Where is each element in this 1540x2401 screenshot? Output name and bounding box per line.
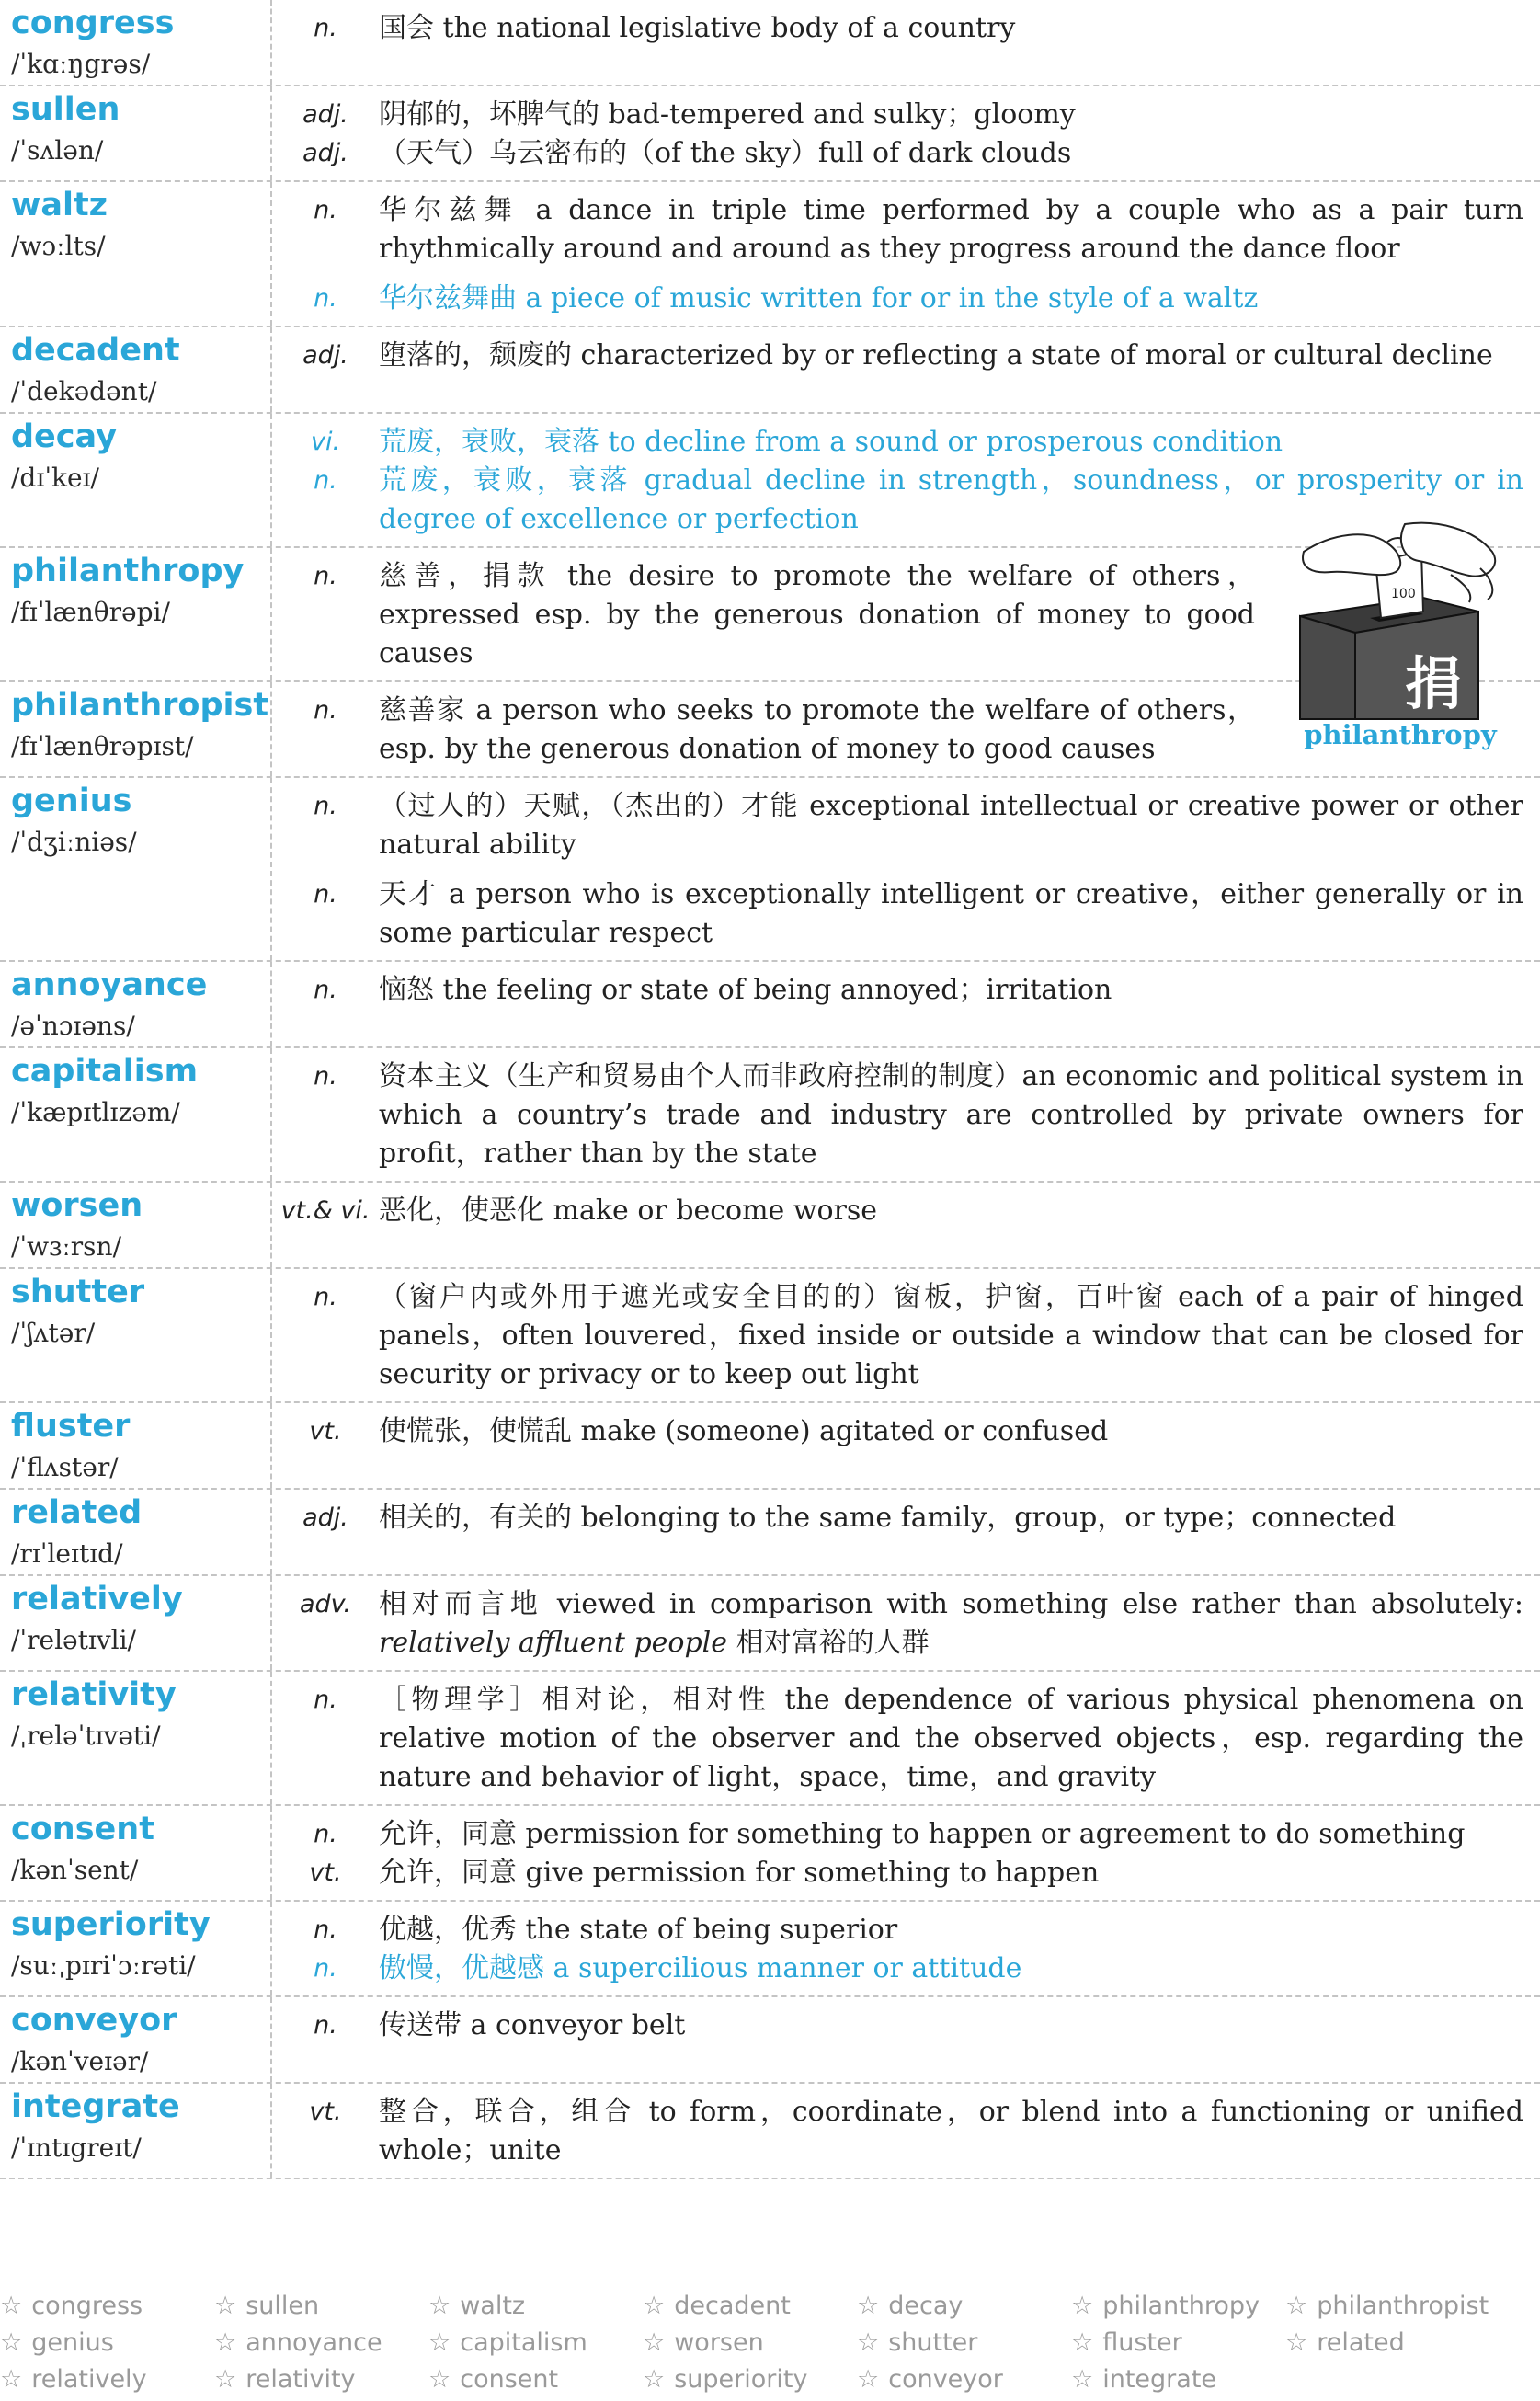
index-word: decadent <box>674 2292 791 2320</box>
index-row <box>0 2361 1540 2398</box>
headword: decadent <box>11 332 180 369</box>
definition <box>379 1681 1523 1797</box>
index-item <box>643 2361 857 2398</box>
sense <box>272 1815 1523 1854</box>
pronunciation: /ˈɪntɪgreɪt/ <box>11 2132 142 2163</box>
definition <box>379 191 1523 269</box>
index-item <box>214 2361 428 2398</box>
definitions-column <box>272 0 1540 85</box>
headword: worsen <box>11 1187 143 1224</box>
index-word: decay <box>888 2292 964 2320</box>
definition <box>379 2093 1523 2170</box>
definition <box>379 1412 1523 1451</box>
headword: philanthropy <box>11 553 245 589</box>
sense <box>272 1854 1523 1892</box>
index-item <box>0 2361 214 2398</box>
sense <box>272 1058 1523 1173</box>
star-icon: ☆ <box>0 2292 23 2320</box>
star-icon: ☆ <box>643 2328 666 2357</box>
definitions-column <box>272 1403 1540 1488</box>
star-icon: ☆ <box>0 2328 23 2357</box>
part-of-speech: n. <box>314 2011 337 2040</box>
index-item <box>428 2288 643 2325</box>
definition-text: 荒废，衰败，衰落 gradual decline in strength，soundness，or prosperity or in degree of excellence or perfection <box>379 464 1523 535</box>
index-word: consent <box>460 2365 559 2394</box>
pronunciation: /ˈwɜːrsn/ <box>11 1231 121 1262</box>
sense <box>272 337 1523 375</box>
definition <box>379 96 1523 134</box>
definition <box>379 875 1523 953</box>
part-of-speech: adj. <box>302 1503 348 1532</box>
index-word: integrate <box>1102 2365 1217 2394</box>
index-item <box>214 2325 428 2361</box>
index-word: sullen <box>245 2292 320 2320</box>
definition <box>379 1585 1523 1663</box>
index-item <box>643 2325 857 2361</box>
headword-column <box>0 1183 272 1267</box>
headword: fluster <box>11 1408 131 1445</box>
star-icon: ☆ <box>1285 2292 1308 2320</box>
definition <box>379 971 1523 1010</box>
index-word: congress <box>31 2292 143 2320</box>
definition <box>379 557 1255 673</box>
definition-text: 恶化，使恶化 make or become worse <box>379 1195 878 1227</box>
definitions-column <box>272 1997 1540 2082</box>
pronunciation: /suːˌpɪriˈɔːrəti/ <box>11 1950 196 1981</box>
definition-text: 允许，同意 give permission for something to happen <box>379 1857 1100 1889</box>
part-of-speech: vi. <box>310 428 341 456</box>
word-index <box>0 2288 1540 2398</box>
headword: integrate <box>11 2088 180 2125</box>
index-item <box>643 2288 857 2325</box>
part-of-speech: n. <box>314 14 337 42</box>
headword-column <box>0 682 272 776</box>
index-word: annoyance <box>245 2328 382 2357</box>
index-word: genius <box>31 2328 114 2357</box>
pronunciation: /ˈʃʌtər/ <box>11 1318 96 1348</box>
headword: superiority <box>11 1906 211 1943</box>
headword: capitalism <box>11 1053 199 1090</box>
philanthropy-illustration <box>1267 515 1534 759</box>
definition <box>379 280 1523 318</box>
definitions-column <box>272 1490 1540 1574</box>
sense <box>272 96 1523 134</box>
definition-text: 相关的，有关的 belonging to the same family，group，or type；connected <box>379 1502 1397 1534</box>
index-word: worsen <box>674 2328 764 2357</box>
headword-column <box>0 1403 272 1488</box>
part-of-speech: n. <box>314 1954 337 1983</box>
definition <box>379 787 1523 864</box>
star-icon: ☆ <box>1285 2328 1308 2357</box>
index-word: conveyor <box>888 2365 1003 2394</box>
headword-column <box>0 414 272 546</box>
definition-text: 传送带 a conveyor belt <box>379 2009 686 2041</box>
headword-column <box>0 327 272 412</box>
star-icon: ☆ <box>428 2328 451 2357</box>
entry-worsen <box>0 1183 1540 1269</box>
star-icon: ☆ <box>1071 2328 1094 2357</box>
definitions-column <box>272 182 1540 326</box>
sense <box>272 280 1523 318</box>
entry-fluster <box>0 1403 1540 1490</box>
sense <box>272 191 1523 269</box>
index-word: relatively <box>31 2365 147 2394</box>
definition <box>379 692 1255 769</box>
definition <box>379 1192 1523 1230</box>
headword: waltz <box>11 187 108 223</box>
pronunciation: /ˈdekədənt/ <box>11 376 157 406</box>
headword: relativity <box>11 1676 177 1713</box>
definition-text: 华尔兹舞曲 a piece of music written for or in the style of a waltz <box>379 282 1259 314</box>
pronunciation: /ˈflʌstər/ <box>11 1452 119 1482</box>
sense <box>272 1911 1523 1949</box>
entry-conveyor <box>0 1997 1540 2084</box>
pronunciation: /ˈkæpɪtlɪzəm/ <box>11 1097 180 1127</box>
headword-column <box>0 1672 272 1804</box>
headword: consent <box>11 1811 154 1847</box>
headword: sullen <box>11 91 120 128</box>
index-word: superiority <box>674 2365 808 2394</box>
star-icon: ☆ <box>643 2365 666 2394</box>
pronunciation: /ˈsʌlən/ <box>11 135 104 166</box>
index-item <box>428 2325 643 2361</box>
headword-column <box>0 962 272 1046</box>
definition-text: 资本主义（生产和贸易由个人而非政府控制的制度）an economic and political system in which a country’s trade and industry are controlled by private owners for profit，rather than by the state <box>379 1060 1523 1170</box>
sense <box>272 2007 1523 2045</box>
definitions-column <box>272 1269 1540 1401</box>
index-item <box>857 2288 1071 2325</box>
donation-box-char: 捐 <box>1405 650 1463 717</box>
example-phrase: relatively affluent people <box>379 1627 728 1659</box>
star-icon: ☆ <box>214 2365 237 2394</box>
index-word: philanthropist <box>1317 2292 1489 2320</box>
part-of-speech: vt. <box>309 1417 342 1446</box>
headword: congress <box>11 5 175 41</box>
headword-column <box>0 1902 272 1995</box>
star-icon: ☆ <box>214 2328 237 2357</box>
example-translation: 相对富裕的人群 <box>727 1627 930 1659</box>
definition-text: 相对而言地 viewed in comparison with something else rather than absolutely: <box>379 1588 1523 1620</box>
sense <box>272 692 1255 769</box>
definition <box>379 1911 1523 1949</box>
entry-annoyance <box>0 962 1540 1048</box>
part-of-speech: n. <box>314 880 337 909</box>
definition <box>379 1854 1523 1892</box>
definition-text: 华尔兹舞 a dance in triple time performed by a couple who as a pair turn rhythmically around and around as they progress around the dance floor <box>379 194 1523 265</box>
definition-text: 恼怒 the feeling or state of being annoyed；irritation <box>379 974 1112 1006</box>
part-of-speech: n. <box>314 696 337 725</box>
definition-text: ［物理学］相对论，相对性 the dependence of various physical phenomena on relative motion of the observer and the observed objects，esp. regarding the nature and behavior of light，space，time，and gravity <box>379 1684 1523 1793</box>
definition <box>379 1949 1523 1988</box>
definition <box>379 134 1523 173</box>
definition-text: 慈善，捐款 the desire to promote the welfare of others，expressed esp. by the generous donation of money to good causes <box>379 560 1255 669</box>
headword: decay <box>11 418 117 455</box>
part-of-speech: adv. <box>299 1590 352 1618</box>
star-icon: ☆ <box>214 2292 237 2320</box>
index-item <box>1071 2325 1285 2361</box>
pronunciation: /wɔːlts/ <box>11 231 106 261</box>
entry-sullen <box>0 86 1540 182</box>
definition-text: 天才 a person who is exceptionally intelligent or creative，either generally or in some particular respect <box>379 878 1523 949</box>
definition <box>379 1815 1523 1854</box>
sense <box>272 1278 1523 1394</box>
definition <box>379 1058 1523 1173</box>
headword-column <box>0 548 272 680</box>
headword-column <box>0 1806 272 1900</box>
part-of-speech: n. <box>314 284 337 313</box>
sense <box>272 1681 1523 1797</box>
index-item <box>1285 2325 1500 2361</box>
definitions-column <box>272 327 1540 412</box>
definition-text: 傲慢，优越感 a supercilious manner or attitude <box>379 1952 1022 1984</box>
index-word: fluster <box>1102 2328 1182 2357</box>
sense <box>272 875 1523 953</box>
star-icon: ☆ <box>1071 2365 1094 2394</box>
sense <box>272 1412 1523 1451</box>
entry-superiority <box>0 1902 1540 1997</box>
definition-text: 整合，联合，组合 to form，coordinate，or blend into a functioning or unified whole；unite <box>379 2096 1523 2167</box>
svg-text:100: 100 <box>1391 587 1416 601</box>
index-item <box>1071 2361 1285 2398</box>
headword: related <box>11 1494 143 1531</box>
headword-column <box>0 1576 272 1670</box>
index-item <box>214 2288 428 2325</box>
illustration-caption: philanthropy <box>1304 719 1497 750</box>
sense <box>272 787 1523 864</box>
part-of-speech: n. <box>314 1062 337 1091</box>
definition-text: 慈善家 a person who seeks to promote the welfare of others，esp. by the generous donation of money to good causes <box>379 694 1255 765</box>
part-of-speech: n. <box>314 976 337 1004</box>
pronunciation: /fɪˈlænθrəpɪst/ <box>11 731 194 761</box>
pronunciation: /dɪˈkeɪ/ <box>11 463 99 493</box>
entry-related <box>0 1490 1540 1576</box>
headword: annoyance <box>11 966 208 1003</box>
index-word: relativity <box>245 2365 356 2394</box>
definition <box>379 9 1523 48</box>
headword: genius <box>11 783 132 819</box>
definition-text: （天气）乌云密布的（of the sky）full of dark clouds <box>379 137 1072 169</box>
star-icon: ☆ <box>428 2292 451 2320</box>
sense <box>272 9 1523 48</box>
pronunciation: /ˈkɑːŋgrəs/ <box>11 49 151 79</box>
definitions-column <box>272 2084 1540 2178</box>
headword-column <box>0 1048 272 1181</box>
sense <box>272 557 1255 673</box>
star-icon: ☆ <box>643 2292 666 2320</box>
definition <box>379 423 1523 462</box>
pronunciation: /əˈnɔɪəns/ <box>11 1011 135 1041</box>
index-item <box>0 2288 214 2325</box>
star-icon: ☆ <box>857 2292 880 2320</box>
entry-decadent <box>0 327 1540 414</box>
sense <box>272 1499 1523 1538</box>
headword: relatively <box>11 1581 183 1618</box>
index-row <box>0 2325 1540 2361</box>
definitions-column <box>272 86 1540 180</box>
headword: shutter <box>11 1274 145 1310</box>
part-of-speech: n. <box>314 1686 337 1714</box>
definitions-column <box>272 1576 1540 1670</box>
index-word: philanthropy <box>1102 2292 1260 2320</box>
definition-text: 国会 the national legislative body of a country <box>379 12 1016 44</box>
entry-genius <box>0 778 1540 962</box>
index-item <box>1285 2288 1500 2325</box>
pronunciation: /ˈdʒiːniəs/ <box>11 827 137 857</box>
definitions-column <box>272 962 1540 1046</box>
donation-box-illustration-icon <box>1267 515 1534 722</box>
part-of-speech: n. <box>314 1915 337 1944</box>
part-of-speech: adj. <box>302 100 348 129</box>
headword: philanthropist <box>11 687 269 724</box>
index-item <box>857 2325 1071 2361</box>
sense <box>272 2093 1523 2170</box>
entry-integrate <box>0 2084 1540 2179</box>
definition <box>379 1278 1523 1394</box>
definition <box>379 2007 1523 2045</box>
part-of-speech: n. <box>314 1283 337 1311</box>
entry-relatively <box>0 1576 1540 1672</box>
entry-shutter <box>0 1269 1540 1403</box>
entry-consent <box>0 1806 1540 1902</box>
definition-text: （窗户内或外用于遮光或安全目的的）窗板，护窗，百叶窗 each of a pair of hinged panels，often louvered，fixed inside or outside a window that can be closed for security or privacy or to keep out light <box>379 1281 1523 1390</box>
index-item <box>428 2361 643 2398</box>
entry-capitalism <box>0 1048 1540 1183</box>
index-word: related <box>1317 2328 1405 2357</box>
definition <box>379 337 1523 375</box>
pronunciation: /rɪˈleɪtɪd/ <box>11 1538 123 1569</box>
index-row <box>0 2288 1540 2325</box>
definitions-column <box>272 1672 1540 1804</box>
definition-text: 堕落的，颓废的 characterized by or reflecting a state of moral or cultural decline <box>379 339 1493 372</box>
part-of-speech: vt.& vi. <box>280 1196 371 1225</box>
index-word: capitalism <box>460 2328 587 2357</box>
headword-column <box>0 1997 272 2082</box>
index-word: shutter <box>888 2328 978 2357</box>
star-icon: ☆ <box>857 2328 880 2357</box>
index-word: waltz <box>460 2292 526 2320</box>
definition-text: 允许，同意 permission for something to happen or agreement to do something <box>379 1818 1466 1850</box>
definitions-column <box>272 1902 1540 1995</box>
sense <box>272 1585 1523 1663</box>
pronunciation: /kənˈsent/ <box>11 1855 139 1885</box>
pronunciation: /kənˈveɪər/ <box>11 2046 149 2076</box>
sense <box>272 1192 1523 1230</box>
entry-waltz <box>0 182 1540 327</box>
headword-column <box>0 86 272 180</box>
headword-column <box>0 778 272 960</box>
part-of-speech: n. <box>314 196 337 224</box>
definitions-column <box>272 1806 1540 1900</box>
definitions-column <box>272 778 1540 960</box>
star-icon: ☆ <box>857 2365 880 2394</box>
definition <box>379 1499 1523 1538</box>
part-of-speech: n. <box>314 466 337 495</box>
part-of-speech: adj. <box>302 139 348 167</box>
pronunciation: /ˈrelətɪvli/ <box>11 1625 136 1655</box>
sense <box>272 423 1523 462</box>
headword-column <box>0 182 272 326</box>
definition-text: 使慌张，使慌乱 make (someone) agitated or confused <box>379 1415 1109 1447</box>
pronunciation: /fɪˈlænθrəpi/ <box>11 597 170 627</box>
definition-text: 荒废，衰败，衰落 to decline from a sound or prosperous condition <box>379 426 1283 458</box>
part-of-speech: vt. <box>309 2098 342 2126</box>
definitions-column <box>272 1048 1540 1181</box>
index-item <box>1071 2288 1285 2325</box>
headword-column <box>0 1269 272 1401</box>
sense <box>272 134 1523 173</box>
definitions-column <box>272 1183 1540 1267</box>
entry-congress <box>0 0 1540 86</box>
star-icon: ☆ <box>1071 2292 1094 2320</box>
part-of-speech: n. <box>314 792 337 820</box>
headword-column <box>0 0 272 85</box>
index-item <box>0 2325 214 2361</box>
entry-relativity <box>0 1672 1540 1806</box>
index-item <box>857 2361 1071 2398</box>
part-of-speech: n. <box>314 562 337 590</box>
definition-text: 优越，优秀 the state of being superior <box>379 1914 898 1946</box>
headword-column <box>0 1490 272 1574</box>
part-of-speech: adj. <box>302 341 348 370</box>
headword-column <box>0 2084 272 2178</box>
definition-text: 阴郁的，坏脾气的 bad-tempered and sulky；gloomy <box>379 98 1076 131</box>
part-of-speech: vt. <box>309 1858 342 1887</box>
headword: conveyor <box>11 2002 177 2039</box>
sense <box>272 971 1523 1010</box>
definition-text: （过人的）天赋，（杰出的）才能 exceptional intellectual or creative power or other natural ability <box>379 790 1523 861</box>
sense <box>272 1949 1523 1988</box>
part-of-speech: n. <box>314 1820 337 1848</box>
pronunciation: /ˌreləˈtɪvəti/ <box>11 1721 161 1751</box>
star-icon: ☆ <box>428 2365 451 2394</box>
star-icon: ☆ <box>0 2365 23 2394</box>
